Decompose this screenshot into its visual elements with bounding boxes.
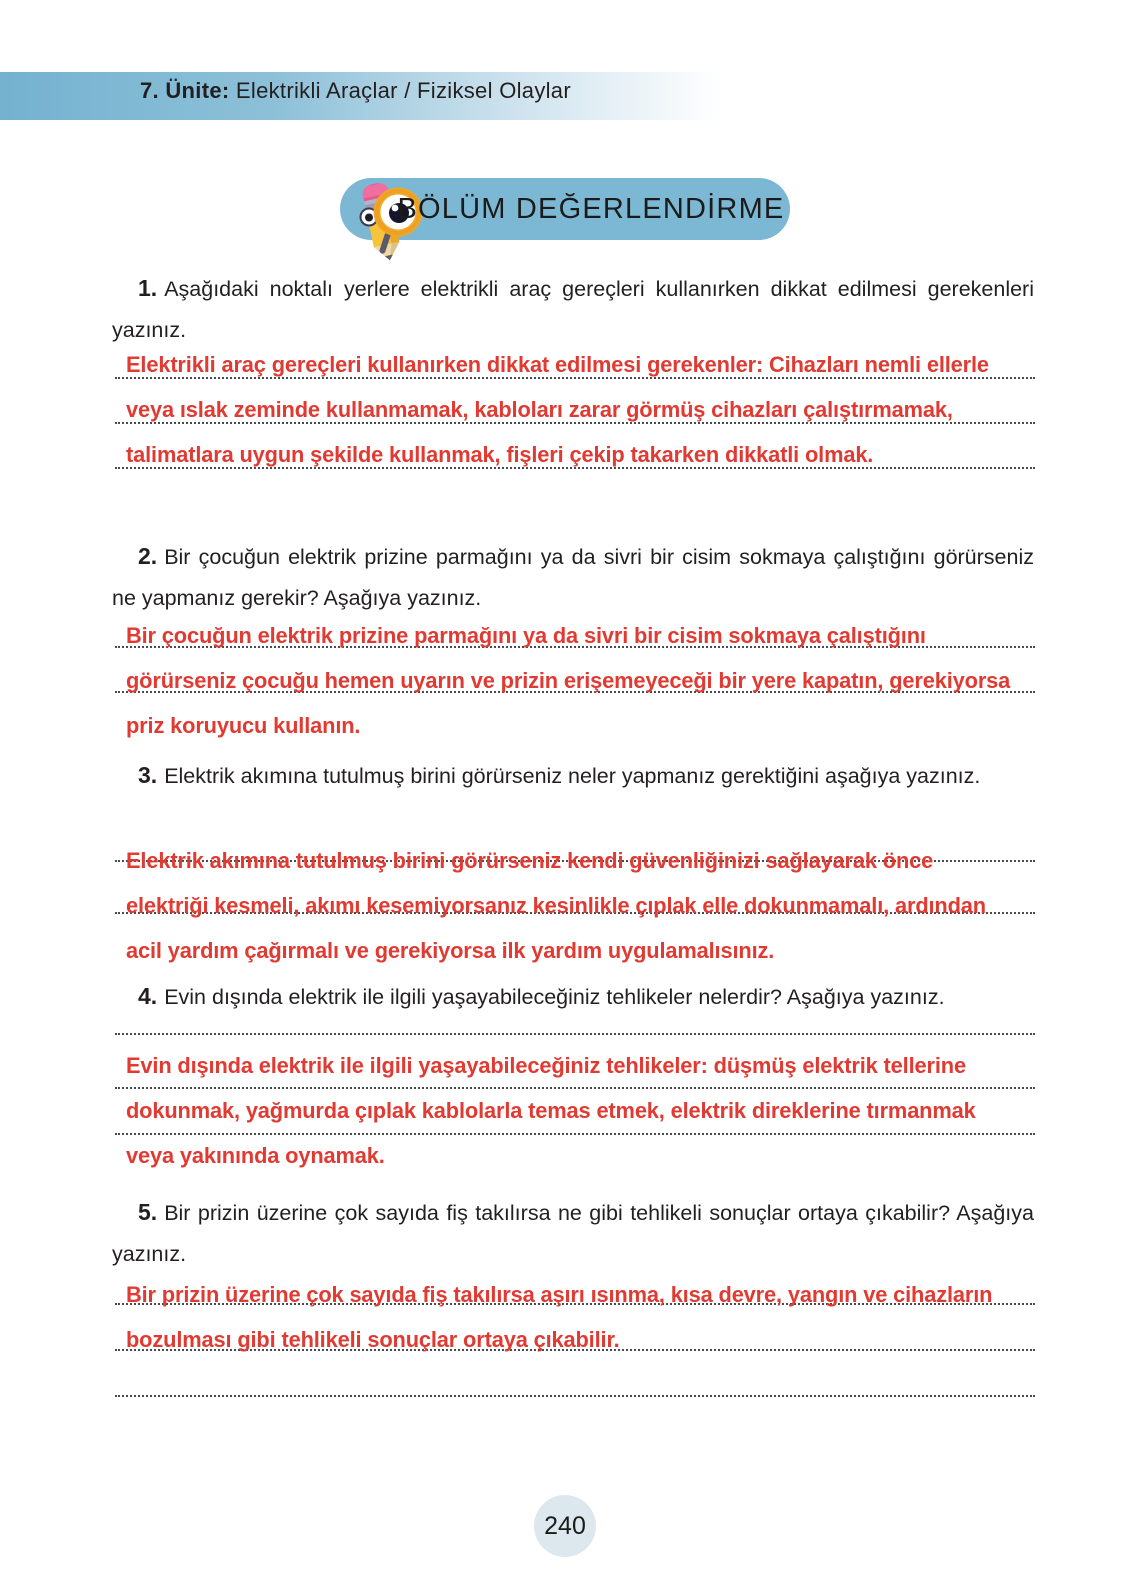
unit-number: 7. Ünite: bbox=[140, 78, 230, 103]
answer-1[interactable]: Elektrikli araç gereçleri kullanırken dikkat edilmesi gerekenler: Cihazları nemli ellerle veya ıslak zeminde kullanmamak, kabloları zarar görmüş cihazları çalıştırmamak, talimatlara uygun şekilde kullanmak, fişleri çekip takarken dikkatli olmak. bbox=[126, 352, 989, 467]
breadcrumb bbox=[140, 78, 571, 104]
section-banner bbox=[0, 170, 1133, 248]
question-3-number: 3. bbox=[138, 762, 158, 788]
question-1-text: Aşağıdaki noktalı yerlere elektrikli araç gereçleri kullanırken dikkat edilmesi gerekenleri yazınız. bbox=[112, 277, 1034, 342]
question-4 bbox=[112, 976, 1034, 1018]
question-1 bbox=[112, 268, 1034, 351]
answer-3[interactable]: Elektrik akımına tutulmuş birini görürseniz kendi güvenliğinizi sağlayarak önce elektriği kesmeli, akımı kesemiyorsanız kesinlikle çıplak elle dokunmamalı, ardından acil yardım çağırmalı ve gerekiyorsa ilk yardım uygulamalısınız. bbox=[126, 848, 986, 963]
question-2-text: Bir çocuğun elektrik prizine parmağını ya da sivri bir cisim sokmaya çalıştığını görürseniz ne yapmanız gerekir? Aşağıya yazınız. bbox=[112, 545, 1034, 610]
unit-title: Elektrikli Araçlar / Fiziksel Olaylar bbox=[235, 78, 571, 103]
answer-4[interactable]: Evin dışında elektrik ile ilgili yaşayabileceğiniz tehlikeler: düşmüş elektrik tellerine dokunmak, yağmurda çıplak kablolarla temas etmek, elektrik direklerine tırmanmak veya yakınında oynamak. bbox=[126, 1053, 976, 1168]
question-5-number: 5. bbox=[138, 1199, 158, 1225]
answer-5[interactable]: Bir prizin üzerine çok sayıda fiş takılırsa aşırı ısınma, kısa devre, yangın ve cihazların bozulması gibi tehlikeli sonuçlar ortaya çıkabilir. bbox=[126, 1282, 993, 1352]
question-1-number: 1. bbox=[138, 275, 158, 301]
banner-title: BÖLÜM DEĞERLENDİRME bbox=[397, 192, 785, 225]
answer-2[interactable]: Bir çocuğun elektrik prizine parmağını ya da sivri bir cisim sokmaya çalıştığını görürseniz çocuğu hemen uyarın ve prizin erişemeyeceği bir yere kapatın, gerekiyorsa priz koruyucu kullanın. bbox=[126, 623, 1011, 738]
question-4-number: 4. bbox=[138, 983, 158, 1009]
page-number-badge bbox=[534, 1495, 596, 1557]
answer-line bbox=[115, 1395, 1035, 1397]
question-4-text: Evin dışında elektrik ile ilgili yaşayabileceğiniz tehlikeler nelerdir? Aşağıya yazınız. bbox=[164, 985, 945, 1009]
question-2-number: 2. bbox=[138, 543, 158, 569]
question-5-text: Bir prizin üzerine çok sayıda fiş takılırsa ne gibi tehlikeli sonuçlar ortaya çıkabilir? Aşağıya yazınız. bbox=[112, 1201, 1034, 1266]
question-3 bbox=[112, 755, 1034, 797]
question-2 bbox=[112, 536, 1034, 619]
question-3-text: Elektrik akımına tutulmuş birini görürseniz neler yapmanız gerektiğini aşağıya yazınız. bbox=[164, 764, 981, 788]
page-number: 240 bbox=[544, 1511, 586, 1540]
question-5 bbox=[112, 1192, 1034, 1275]
answer-line bbox=[115, 1033, 1035, 1035]
